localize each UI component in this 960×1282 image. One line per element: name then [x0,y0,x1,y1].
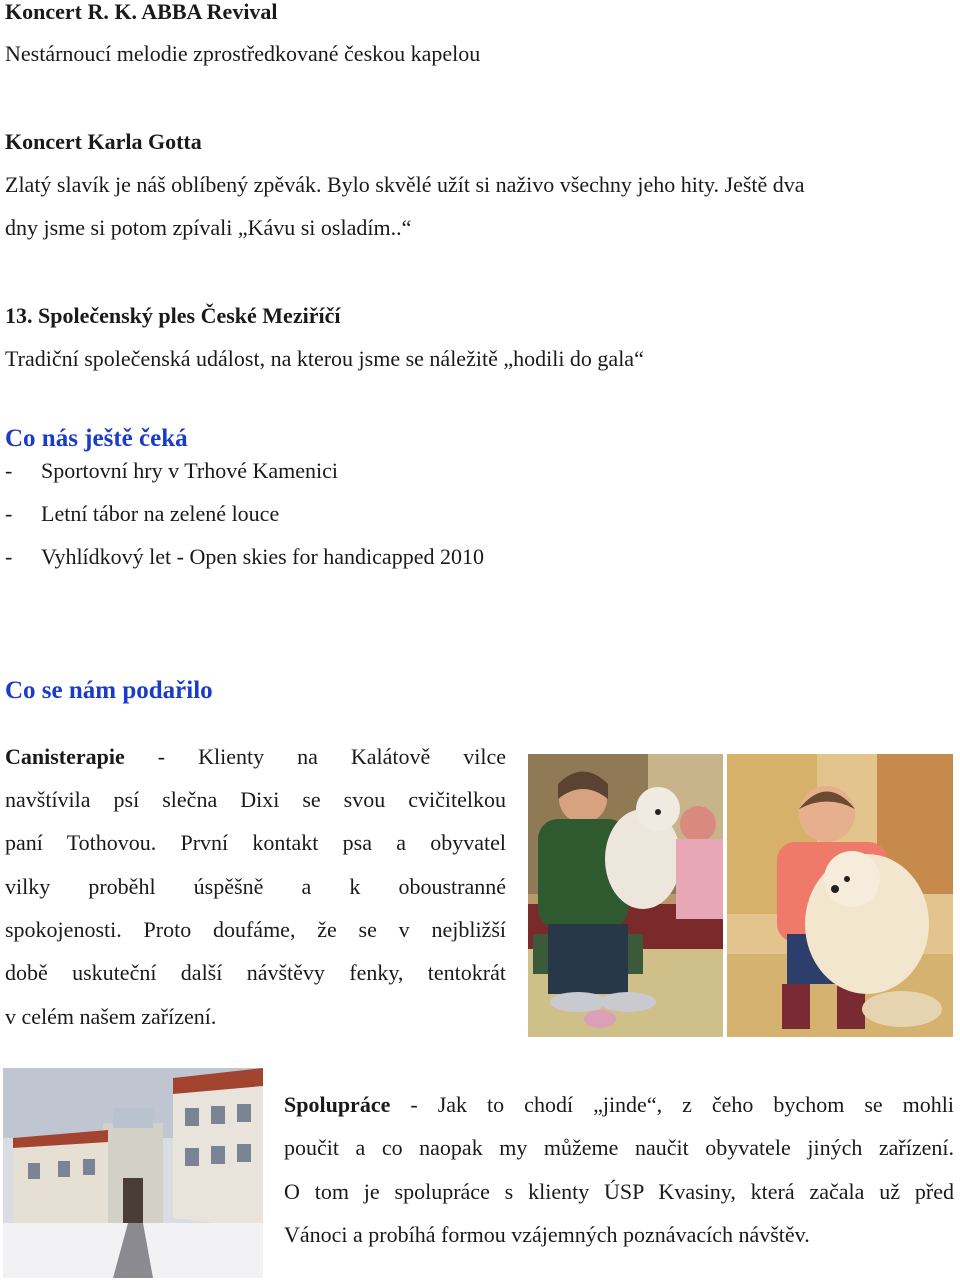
canisterapie-line-7: v celém našem zařízení. [5,1004,217,1029]
ples-title: 13. Společenský ples České Meziříčí [5,303,341,328]
gott-line-1: Zlatý slavík je náš oblíbený zpěvák. Bylo skvělé užít si naživo všechny jeho hity. Ještě dva [5,172,805,197]
list-dash: - [5,501,13,526]
upcoming-item [5,457,338,485]
canisterapie-line-3: paní Tothovou. První kontakt psa a obyvatel [5,830,506,855]
canisterapie-line-2: navštívila psí slečna Dixi se svou cvičitelkou [5,787,506,812]
photo-building-winter [3,1068,263,1278]
canisterapie-line-5: spokojenosti. Proto doufáme, že se v nejbližší [5,917,506,942]
canisterapie-label: Canisterapie [5,744,125,769]
abba-title: Koncert R. K. ABBA Revival [5,0,278,24]
spoluprace-line-2: poučit a co naopak my můžeme naučit obyvatele jiných zařízení. [284,1135,954,1160]
spoluprace-line-4: Vánoci a probíhá formou vzájemných poznávacích návštěv. [284,1222,810,1247]
photo-boy-with-dog [727,754,953,1037]
spoluprace-line-3: O tom je spolupráce s klienty ÚSP Kvasiny, která začala už před [284,1179,954,1204]
photo-woman-with-dog [528,754,723,1037]
canisterapie-line-1 [5,743,506,771]
ples-text: Tradiční společenská událost, na kterou jsme se náležitě „hodili do gala“ [5,346,644,371]
upcoming-item [5,543,484,571]
upcoming-item-label: Vyhlídkový let - Open skies for handicapped 2010 [41,544,484,569]
abba-text: Nestárnoucí melodie zprostředkované českou kapelou [5,41,481,66]
upcoming-item-label: Letní tábor na zelené louce [41,501,280,526]
spoluprace-line-1-text: - Jak to chodí „jinde“, z čeho bychom se mohli [390,1092,954,1117]
gott-line-2: dny jsme si potom zpívali „Kávu si osladím..“ [5,215,412,240]
upcoming-heading: Co nás ještě čeká [5,425,188,452]
list-dash: - [5,544,13,569]
spoluprace-line-1 [284,1091,954,1119]
canisterapie-line-6: době uskuteční další návštěvy fenky, tentokrát [5,960,506,985]
gott-title: Koncert Karla Gotta [5,129,202,154]
canisterapie-line-4: vilky proběhl úspěšně a k oboustranné [5,874,506,899]
list-dash: - [5,458,13,483]
upcoming-item-label: Sportovní hry v Trhové Kamenici [41,458,338,483]
canisterapie-line-1-text: - Klienty na Kalátově vilce [124,744,506,769]
success-heading: Co se nám podařilo [5,677,213,704]
spoluprace-label: Spolupráce [284,1092,391,1117]
upcoming-item [5,500,279,528]
